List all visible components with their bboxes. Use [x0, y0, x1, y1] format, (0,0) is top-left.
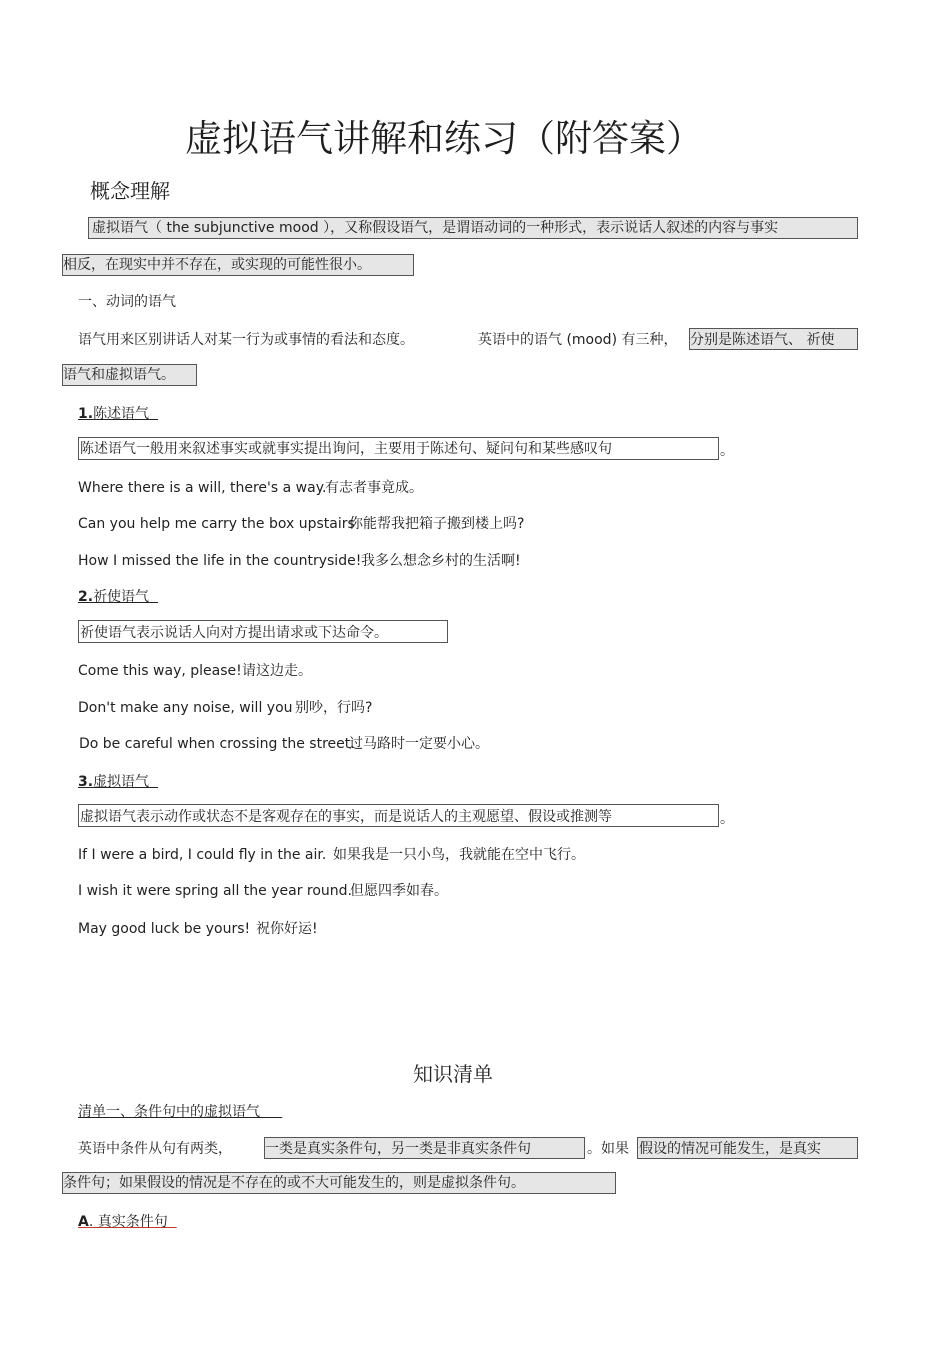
list-heading [78, 1102, 282, 1122]
subheading-label: 虚拟语气 [93, 774, 150, 790]
example-zh: 过马路时一定要小心。 [349, 736, 489, 752]
subheading-label: 陈述语气 [93, 406, 150, 422]
subheading-a [78, 1212, 177, 1232]
subheading [78, 587, 158, 607]
example-en: May good luck be yours! [78, 921, 251, 937]
subheading-num: 3. [78, 774, 94, 790]
definition-period: 。 [720, 811, 734, 827]
example-en: Don't make any noise, will you [78, 700, 293, 716]
definition-period: 。 [720, 443, 734, 459]
paragraph: 假设的情况可能发生，是真实 [639, 1141, 821, 1157]
definition: 陈述语气一般用来叙述事实或就事实提出询问，主要用于陈述句、疑问句和某些感叹句 [80, 441, 612, 457]
paragraph: 。如果 [587, 1141, 629, 1157]
example-en: If I were a bird, I could fly in the air. [78, 847, 327, 863]
example-en: Come this way, please! [78, 663, 242, 679]
example-en: Do be careful when crossing the street. [79, 736, 355, 752]
example-en: How I missed the life in the countryside! [78, 553, 362, 569]
example-zh: 你能帮我把箱子搬到楼上吗? [349, 516, 525, 532]
example-zh: 如果我是一只小鸟，我就能在空中飞行。 [333, 847, 585, 863]
example-zh: 祝你好运! [256, 921, 318, 937]
concept-line-1: 虚拟语气（ the subjunctive mood ），又称假设语气，是谓语动词的一种形式，表示说话人叙述的内容与事实 [92, 220, 779, 236]
knowledge-heading: 知识清单 [413, 1062, 493, 1086]
list-heading-text: 清单一、条件句中的虚拟语气 [78, 1104, 260, 1120]
paragraph: 条件句；如果假设的情况是不存在的或不大可能发生的，则是虚拟条件句。 [63, 1175, 525, 1191]
example-en: Where there is a will, there's a way. [78, 480, 327, 496]
example-en: Can you help me carry the box upstairs [78, 516, 355, 532]
paragraph: 语气用来区别讲话人对某一行为或事情的看法和态度。 [78, 332, 414, 348]
definition: 虚拟语气表示动作或状态不是客观存在的事实，而是说话人的主观愿望、假设或推测等 [80, 809, 612, 825]
paragraph: 语气和虚拟语气。 [63, 367, 175, 383]
subheading-label: 祈使语气 [93, 589, 150, 605]
subheading-a-num: A [78, 1214, 89, 1230]
subheading [78, 404, 158, 424]
concept-heading: 概念理解 [90, 179, 170, 203]
subheading-num: 1. [78, 406, 94, 422]
example-zh: 请这边走。 [242, 663, 312, 679]
paragraph: 英语中的语气 (mood) 有三种， [478, 332, 678, 348]
paragraph: 一类是真实条件句，另一类是非真实条件句 [265, 1141, 531, 1157]
paragraph: 英语中条件从句有两类， [78, 1141, 232, 1157]
section-heading: 一、动词的语气 [78, 294, 176, 310]
example-zh: 有志者事竟成。 [325, 480, 423, 496]
subheading-a-label: . 真实条件句 [88, 1214, 168, 1230]
concept-line-2: 相反，在现实中并不存在，或实现的可能性很小。 [63, 257, 371, 273]
subheading [78, 772, 158, 792]
example-zh: 但愿四季如春。 [350, 883, 448, 899]
example-en: I wish it were spring all the year round. [78, 883, 352, 899]
example-zh: 我多么想念乡村的生活啊! [361, 553, 521, 569]
paragraph: 分别是陈述语气、 祈使 [690, 332, 835, 348]
subheading-num: 2. [78, 589, 94, 605]
definition: 祈使语气表示说话人向对方提出请求或下达命令。 [80, 625, 388, 641]
page-title: 虚拟语气讲解和练习（附答案） [185, 117, 703, 160]
example-zh: 别吵，行吗? [295, 700, 373, 716]
